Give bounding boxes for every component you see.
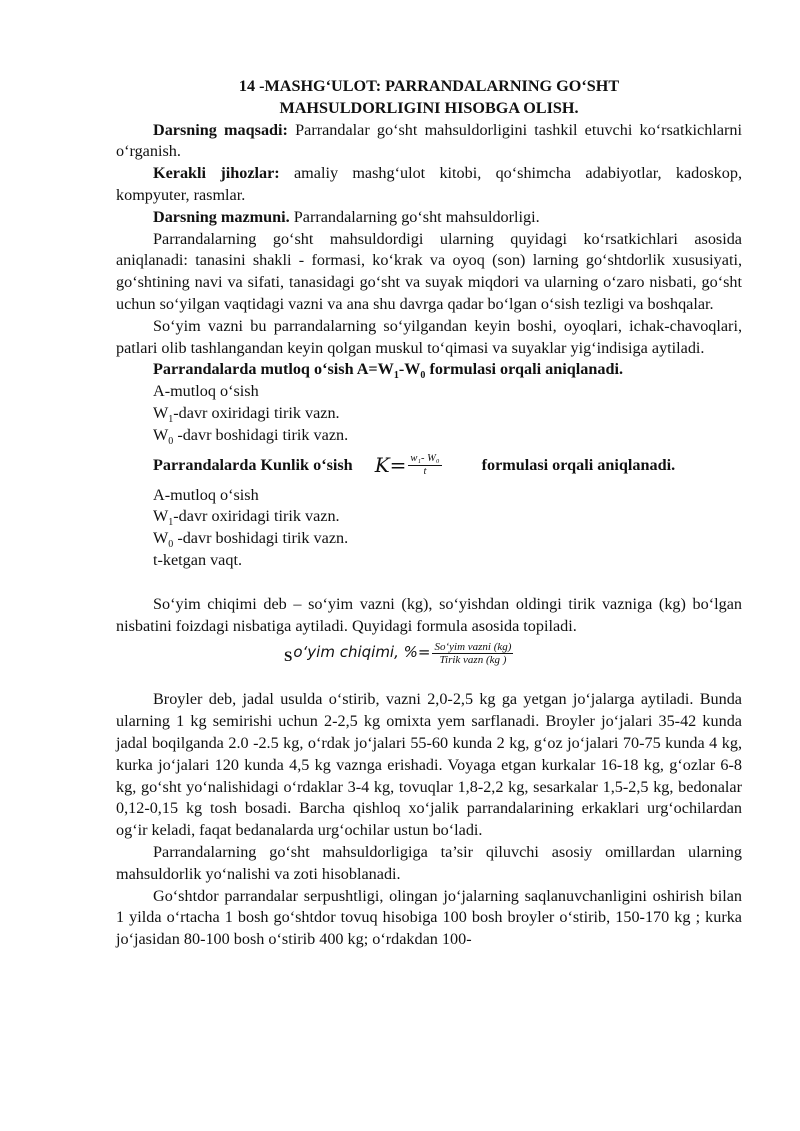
aim-text: Parrandalar go‘sht mahsuldorligini tashkil etuvchi ko‘rsatkichlarni o‘rganish.	[116, 120, 742, 161]
definition-w1: $W_1$-davr oxiridagi tirik vazn.	[153, 403, 340, 426]
paragraph-5: Parrandalarning go‘sht mahsuldorligiga ta’sir qiluvchi asosiy omillardan ularning mahsuldorlik yo‘nalishi va zoti hisoblanadi.	[116, 842, 742, 883]
content-text: Parrandalarning go‘sht mahsuldorligi.	[289, 207, 540, 226]
slaughter-numerator: So‘yim vazni (kg)	[434, 640, 512, 653]
daily-growth-formula-row	[116, 447, 742, 485]
content-paragraph	[116, 207, 742, 229]
daily-growth-tail: formulasi orqali aniqlanadi.	[481, 455, 676, 474]
definition2-a: A-mutloq o‘sish	[153, 485, 259, 504]
definition2-t: t-ketgan vaqt.	[153, 550, 242, 569]
definition2-w0: $W_0$ -davr boshidagi tirik vazn.	[153, 529, 349, 551]
daily-growth-formula	[375, 453, 442, 478]
paragraph-6: Go‘shtdor parrandalar serpushtligi, olingan jo‘jalarning saqlanuvchanligini oshirish bilan 1 yilda o‘rtacha 1 bosh go‘shtdor tovuq hisobiga 100 bosh broyler o‘stirib, 150-170 kg ; kurka jo‘jasidan 80-100 bosh o‘stirib 400 kg; o‘rdakdan 100-	[116, 886, 742, 949]
tools-paragraph	[116, 163, 742, 207]
title-line-2: MAHSULDORLIGINI HISOBGA OLISH.	[279, 98, 579, 117]
formula-fraction	[408, 453, 441, 478]
content-label: Darsning mazmuni.	[153, 207, 290, 226]
slaughter-fraction	[432, 641, 513, 666]
tools-label: Kerakli jihozlar:	[153, 164, 280, 183]
slaughter-denominator: Tirik vazn (kg )	[439, 653, 507, 666]
definition2-w1: $W_1$-davr oxiridagi tirik vazn.	[153, 507, 340, 529]
title-line-1: 14 -MASHG‘ULOT: PARRANDALARNING GO‘SHT	[238, 77, 620, 95]
formula-denominator: t	[423, 466, 427, 478]
tools-text: amaliy mashg‘ulot kitobi, qo‘shimcha adabiyotlar, kadoskop, kompyuter, rasmlar.	[116, 164, 742, 204]
formula-left: o‘yim chiqimi, %=	[293, 643, 431, 662]
paragraph-3: So‘yim chiqimi deb – so‘yim vazni (kg), so‘yishdan oldingi tirik vazniga (kg) bo‘lgan nisbatini foizdagi nisbatiga aytiladi. Quyidagi formula asosida topiladi.	[116, 594, 742, 635]
definition-a: A-mutloq o‘sish	[153, 382, 259, 401]
daily-growth-label: Parrandalarda Kunlik o‘sish	[153, 455, 353, 474]
paragraph-4: Broyler deb, jadal usulda o‘stirib, vazni 2,0-2,5 kg ga yetgan jo‘jalarga aytiladi. Bunda ularning 1 kg semirishi uchun 2-2,5 kg omixta yem sarflanadi. Broyler jo‘jalari 35-42 kunda jadal boqilganda 2.0 -2.5 kg, o‘rdak jo‘jalari 55-60 kunda 2 kg, g‘oz jo‘jalari 70-75 kunda 4 kg, kurka jo‘jalari 120 kunda 4,5 kg vaznga erishadi. Voyaga etgan kurkalar 16-18 kg, g‘ozlar 6-8 kg, go‘sht yo‘nalishidagi o‘rdaklar 3-4 kg, tovuqlar 1,8-2,2 kg, sesarkalar 1,5-2,5 kg, bedonalar 0,12-0,15 kg tosh bosadi. Barcha qishloq xo‘jalik parrandalarining erkaklari urg‘ochilardan og‘ir keladi, faqat bedanalarda urg‘ochilar ustun bo‘ladi.	[116, 690, 742, 840]
formula-k: K=	[374, 452, 407, 477]
aim-paragraph	[116, 120, 742, 164]
paragraph-1: Parrandalarning go‘sht mahsuldordigi ularning quyidagi ko‘rsatkichlari asosida aniqlanadi: tanasini shakli - formasi, ko‘krak va oyoq (son) larning go‘shtdorlik xususiyati, go‘shtining navi va sifati, tanasidagi go‘sht va suyak miqdori va ularning o‘zaro nisbati, go‘sht uchun so‘yilgan vaqtidagi vazni va ana shu davrga qadar bo‘lgan o‘sish tezligi va boshqalar.	[116, 229, 742, 313]
definition-w0: $W_0$ -davr boshidagi tirik vazn.	[153, 425, 349, 447]
slaughter-yield-formula	[116, 637, 742, 669]
document-page	[116, 76, 742, 951]
absolute-growth-formula: Parrandalarda mutloq o‘sish $A=W_1-W_0$ formulasi orqali aniqlanadi.	[153, 360, 623, 382]
formula-s: S	[284, 649, 293, 666]
paragraph-2: So‘yim vazni bu parrandalarning so‘yilgandan keyin boshi, oyoqlari, ichak-chavoqlari, patlari olib tashlangandan keyin qolgan muskul to‘qimasi va suyaklar yig‘indisiga aytiladi.	[116, 316, 742, 357]
formula-numerator: w₁- W₀	[410, 453, 440, 465]
aim-label: Darsning maqsadi:	[153, 120, 288, 139]
